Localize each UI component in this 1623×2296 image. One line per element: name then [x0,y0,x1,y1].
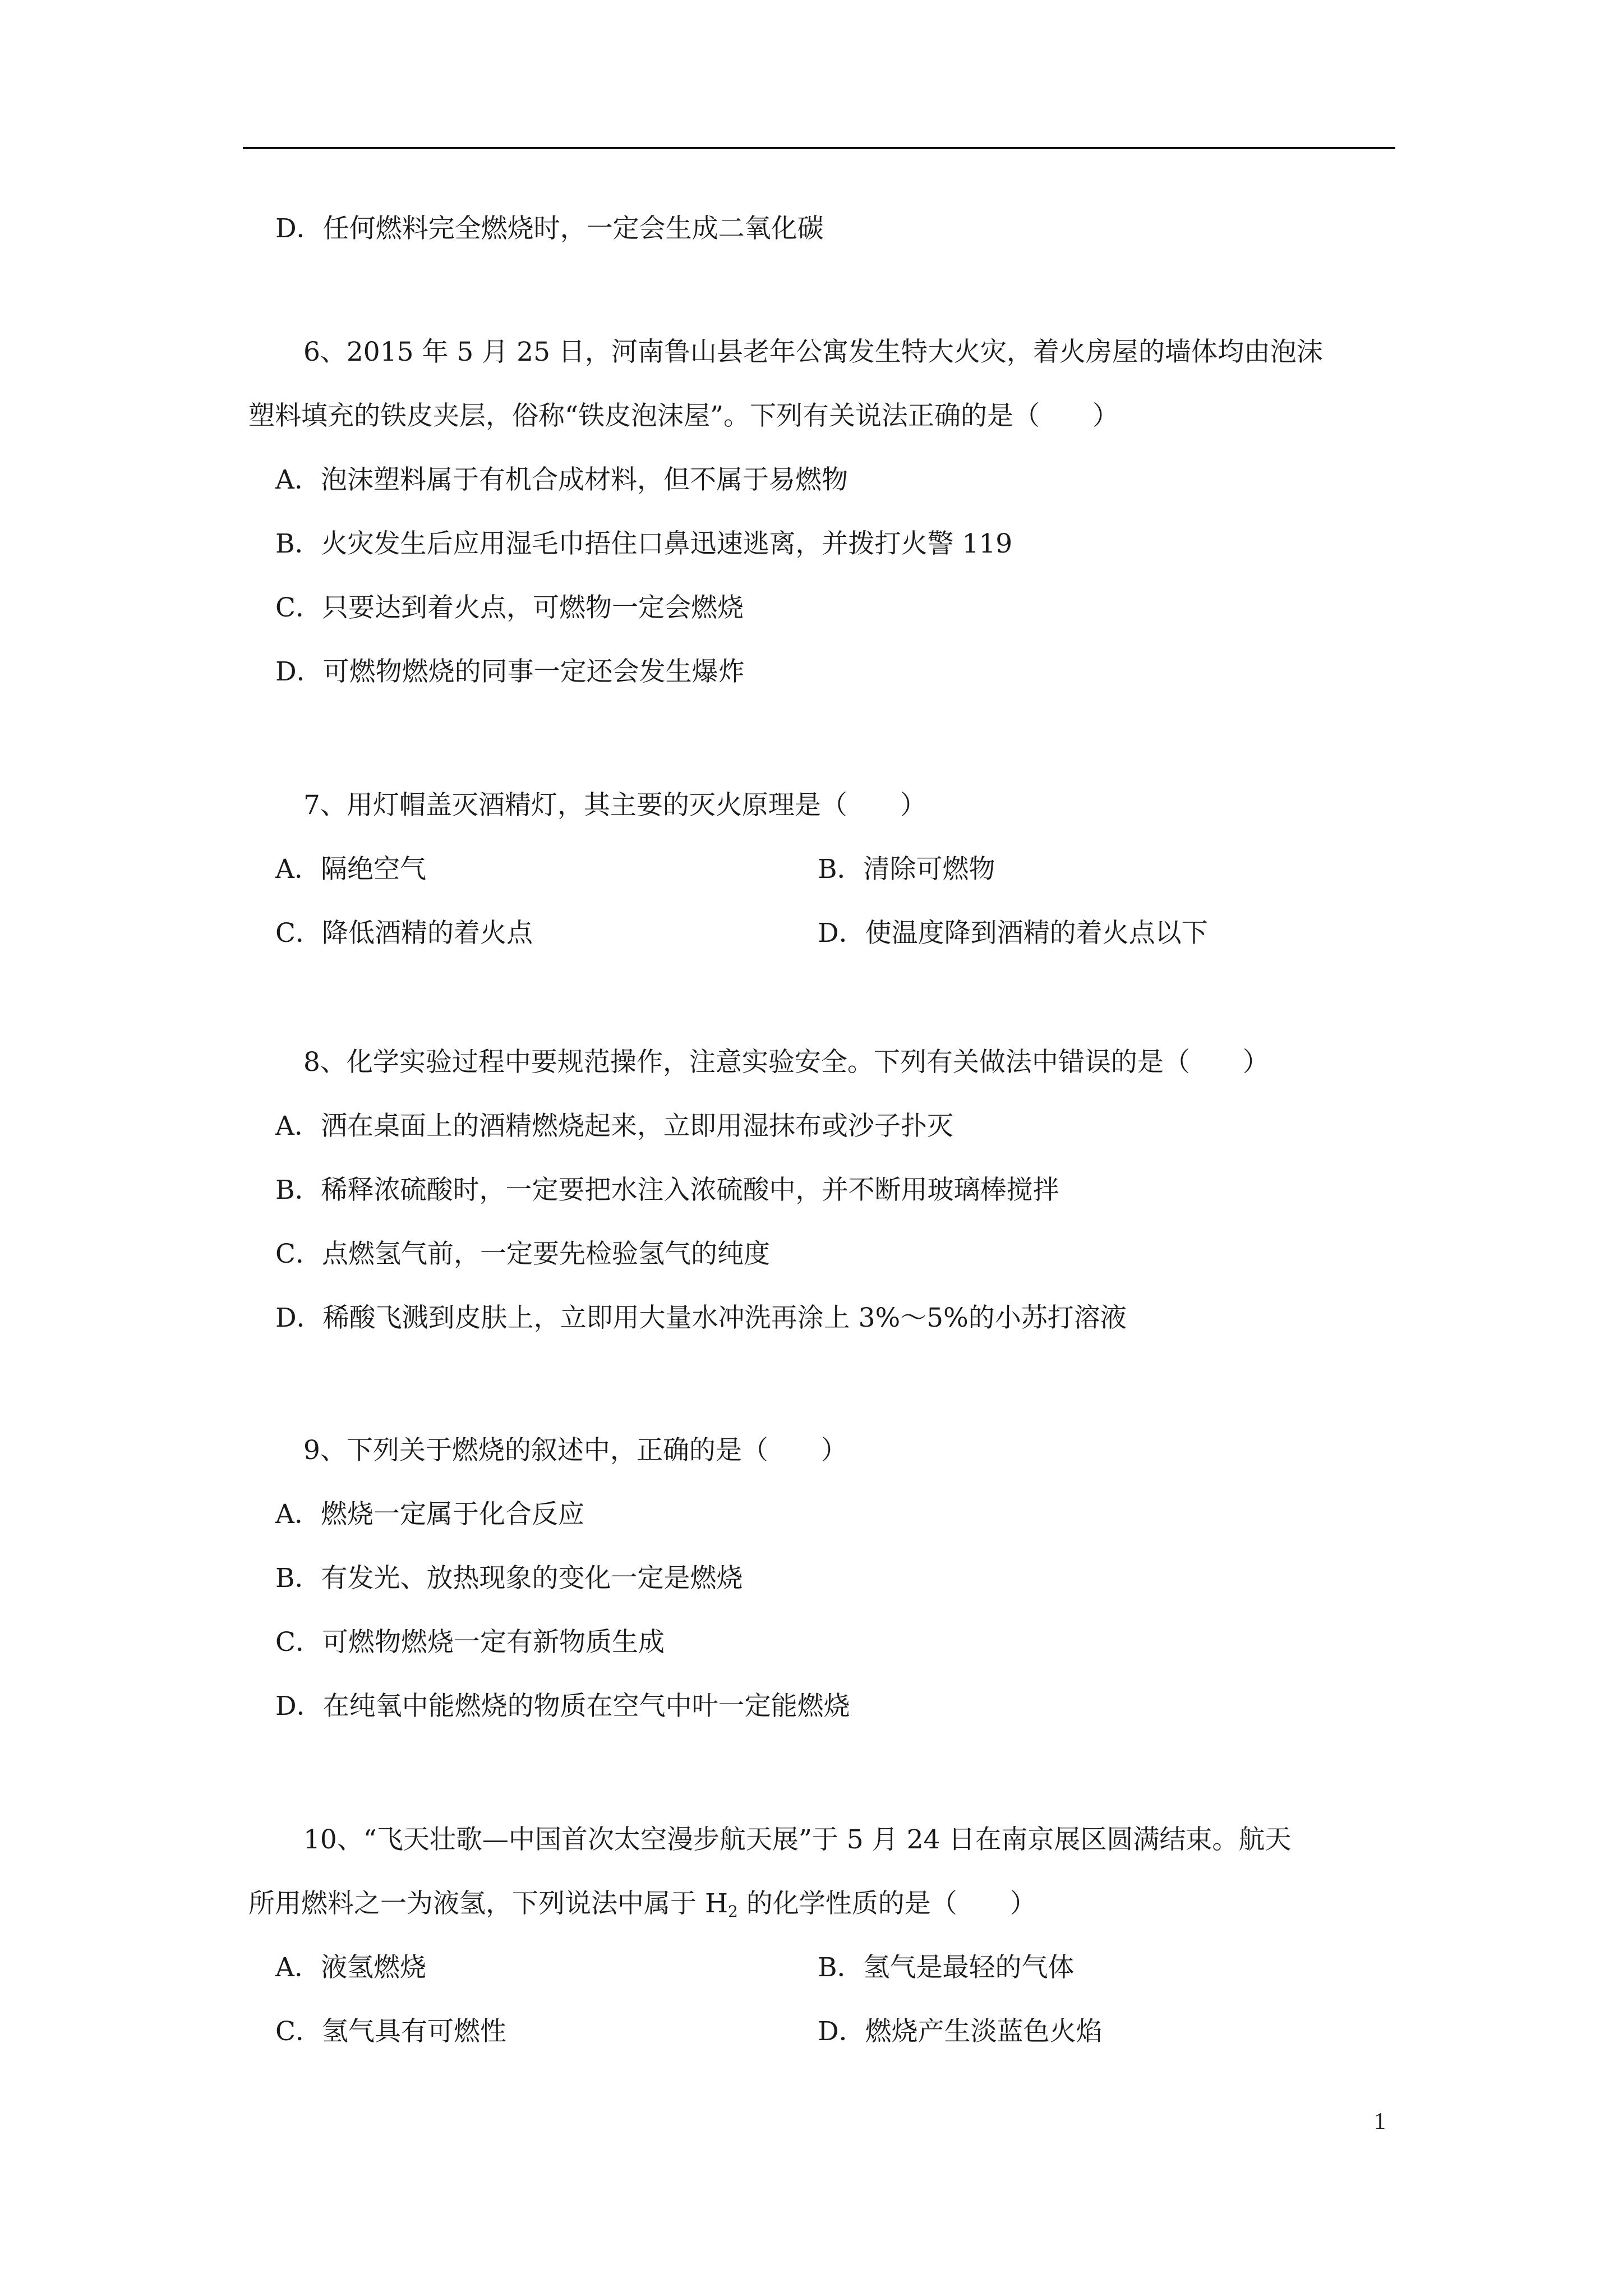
q7-option-d: D．使温度降到酒精的着火点以下 [818,918,1208,949]
q8-option-c: C．点燃氢气前，一定要先检验氢气的纯度 [275,1239,770,1269]
q10-stem-line1: 10、“飞天壮歌—中国首次太空漫步航天展”于 5 月 24 日在南京展区圆满结束。航天 [303,1824,1292,1855]
q8-option-b: B．稀释浓硫酸时，一定要把水注入浓硫酸中，并不断用玻璃棒搅拌 [275,1175,1059,1205]
q10-subscript: 2 [727,1902,738,1921]
q6-option-a: A．泡沫塑料属于有机合成材料，但不属于易燃物 [275,464,848,495]
q10-stem-text-end: 的化学性质的是（ ） [737,1888,1036,1919]
q8-stem: 8、化学实验过程中要规范操作，注意实验安全。下列有关做法中错误的是（ ） [303,1047,1269,1078]
q10-option-b: B．氢气是最轻的气体 [818,1952,1075,1983]
q6-option-d: D．可燃物燃烧的同事一定还会发生爆炸 [275,656,745,687]
q10-option-a: A．液氢燃烧 [275,1952,426,1983]
q9-option-d: D．在纯氧中能燃烧的物质在空气中叶一定能燃烧 [275,1691,850,1722]
q9-option-a: A．燃烧一定属于化合反应 [275,1499,584,1530]
q8-option-a: A．洒在桌面上的酒精燃烧起来，立即用湿抹布或沙子扑灭 [275,1111,953,1142]
q9-stem: 9、下列关于燃烧的叙述中，正确的是（ ） [303,1435,847,1466]
q6-stem-line1: 6、2015 年 5 月 25 日，河南鲁山县老年公寓发生特大火灾，着火房屋的墙体均由泡沫 [303,337,1323,367]
q9-option-b: B．有发光、放热现象的变化一定是燃烧 [275,1563,743,1594]
q5-option-d: D．任何燃料完全燃烧时，一定会生成二氧化碳 [275,213,824,244]
q10-option-c: C．氢气具有可燃性 [275,2016,506,2047]
page-number: 1 [1374,2109,1386,2134]
q6-option-c: C．只要达到着火点，可燃物一定会燃烧 [275,592,744,623]
q7-stem: 7、用灯帽盖灭酒精灯，其主要的灭火原理是（ ） [303,790,926,821]
q10-stem-text: 所用燃料之一为液氢，下列说法中属于 H [248,1888,728,1919]
q10-option-d: D．燃烧产生淡蓝色火焰 [818,2016,1103,2047]
q6-stem-line2: 塑料填充的铁皮夹层，俗称“铁皮泡沫屋”。下列有关说法正确的是（ ） [248,401,1119,431]
q7-option-c: C．降低酒精的着火点 [275,918,533,949]
header-rule [243,147,1395,149]
q7-option-b: B．清除可燃物 [818,854,995,885]
q8-option-d: D．稀酸飞溅到皮肤上，立即用大量水冲洗再涂上 3%～5%的小苏打溶液 [275,1303,1127,1333]
q10-stem-line2 [248,1887,1036,1929]
q6-option-b: B．火灾发生后应用湿毛巾捂住口鼻迅速逃离，并拨打火警 119 [275,528,1013,559]
q9-option-c: C．可燃物燃烧一定有新物质生成 [275,1627,665,1658]
q7-option-a: A．隔绝空气 [275,854,426,885]
